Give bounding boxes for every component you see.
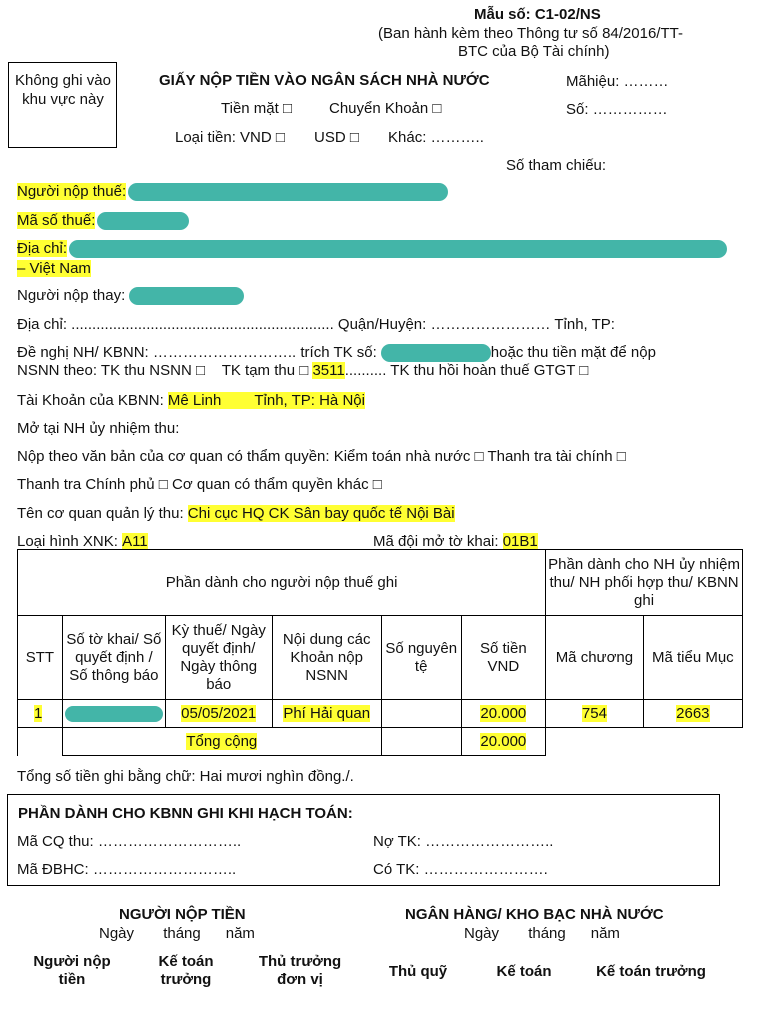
transfer-checkbox[interactable]: Chuyển Khoản □ xyxy=(329,100,442,117)
bank-request-suffix: hoặc thu tiền mặt để nộp xyxy=(490,344,656,361)
ma-cq-thu: Mã CQ thu: ……………………….. xyxy=(17,833,242,850)
bank-request-text: Đề nghị NH/ KBNN: ……………………….. trích TK số: xyxy=(17,344,377,361)
group-payer-header: Phần dành cho người nộp thuế ghi xyxy=(18,550,546,616)
form-code: Mẫu số: C1-02/NS xyxy=(474,6,601,23)
role-unit-head: Thủ trưởng đơn vị xyxy=(258,953,342,988)
table-row xyxy=(18,700,743,728)
cell-stt: 1 xyxy=(34,704,43,722)
payer-name-row xyxy=(17,183,448,201)
no-write-box xyxy=(8,62,117,148)
cell-date: 05/05/2021 xyxy=(181,704,257,722)
so-field: Số: …………… xyxy=(566,101,668,118)
header-declaration: Số tờ khai/ Số quyết định / Số thông báo xyxy=(62,616,165,700)
agency-label: Tên cơ quan quản lý thu: xyxy=(17,505,184,522)
role-payer: Người nộp tiền xyxy=(33,953,111,988)
no-tk: Nợ TK: …………………….. xyxy=(373,833,554,850)
redacted-account xyxy=(381,344,491,362)
redacted-tax-code xyxy=(97,212,189,230)
ma-dbhc: Mã ĐBHC: ……………………….. xyxy=(17,861,237,878)
redacted-proxy xyxy=(129,287,244,305)
tk-tam-thu: TK tạm thu □ xyxy=(221,362,309,379)
co-tk: Có TK: ……………………. xyxy=(373,861,548,878)
total-label: Tổng cộng xyxy=(186,732,258,750)
payer-signature-title: NGƯỜI NỘP TIỀN xyxy=(119,906,246,923)
address-label: Địa chỉ: xyxy=(17,240,68,257)
cell-sub: 2663 xyxy=(676,704,710,722)
header-chapter: Mã chương xyxy=(546,616,644,700)
header-vnd: Số tiền VND xyxy=(461,616,546,700)
tax-code-row xyxy=(17,212,189,230)
xnk-value: A11 xyxy=(122,533,148,550)
team-row xyxy=(373,533,538,550)
payer-name-label: Người nộp thuế: xyxy=(17,183,127,200)
team-value: 01B1 xyxy=(502,533,538,550)
authority-line: Nộp theo văn bản của cơ quan có thẩm quyền: Kiểm toán nhà nước □ Thanh tra tài chính □ xyxy=(17,448,626,465)
header-period: Kỳ thuế/ Ngày quyết định/ Ngày thông báo xyxy=(165,616,272,700)
kbnn-account-value: Mê Linh Tỉnh, TP: Hà Nội xyxy=(167,392,365,409)
reference-number: Số tham chiếu: xyxy=(506,157,607,174)
bank-signature-date: Ngày tháng năm xyxy=(464,925,620,942)
nsnn-row xyxy=(17,362,588,379)
cell-content: Phí Hải quan xyxy=(283,704,371,722)
bank-request-row xyxy=(17,344,656,362)
role-cashier: Thủ quỹ xyxy=(388,963,448,980)
kbnn-account-row xyxy=(17,392,365,409)
currency-other: Khác: ……….. xyxy=(388,129,484,146)
amount-in-words: Tổng số tiền ghi bằng chữ: Hai mươi nghìn đồng./. xyxy=(17,768,354,785)
total-row xyxy=(18,728,743,756)
agency-row xyxy=(17,505,455,522)
header-sub: Mã tiểu Mục xyxy=(643,616,742,700)
nsnn-prefix: NSNN theo: TK thu NSNN □ xyxy=(17,362,206,379)
nsnn-suffix: .......... TK thu hồi hoàn thuế GTGT □ xyxy=(344,362,589,379)
redacted-payer-name xyxy=(128,183,448,201)
payer-signature-date: Ngày tháng năm xyxy=(99,925,255,942)
kbnn-title: PHẦN DÀNH CHO KBNN GHI KHI HẠCH TOÁN: xyxy=(18,805,353,822)
cell-vnd: 20.000 xyxy=(480,704,527,722)
role-chief-accountant-right: Kế toán trưởng xyxy=(596,963,706,980)
form-title: GIẤY NỘP TIỀN VÀO NGÂN SÁCH NHÀ NƯỚC xyxy=(159,72,490,89)
cell-chapter: 754 xyxy=(581,704,607,722)
currency-usd[interactable]: USD □ xyxy=(314,129,359,146)
proxy-address: Địa chỉ: ............................................................... Quận/Huyện: …………………… Tỉnh, TP: xyxy=(17,316,615,333)
xnk-label: Loại hình XNK: xyxy=(17,533,118,550)
group-bank-header: Phần dành cho NH ủy nhiệm thu/ NH phối hợp thu/ KBNN ghi xyxy=(546,550,743,616)
tk-tam-thu-value: 3511 xyxy=(312,362,345,379)
currency-vnd[interactable]: Loại tiền: VND □ xyxy=(175,129,285,146)
role-chief-accountant-left: Kế toán trưởng xyxy=(158,953,214,988)
cash-checkbox[interactable]: Tiền mặt □ xyxy=(221,100,293,117)
authority-line-2: Thanh tra Chính phủ □ Cơ quan có thẩm quyền khác □ xyxy=(17,476,382,493)
redacted-declaration xyxy=(65,706,163,722)
xnk-row xyxy=(17,533,148,550)
header-stt: STT xyxy=(18,616,63,700)
issued-by-line2: BTC của Bộ Tài chính) xyxy=(458,43,610,60)
bank-signature-title: NGÂN HÀNG/ KHO BẠC NHÀ NƯỚC xyxy=(405,906,664,923)
issued-by-line1: (Ban hành kèm theo Thông tư số 84/2016/TT- xyxy=(378,25,683,42)
team-label: Mã đội mở tờ khai: xyxy=(373,533,499,550)
kbnn-account-label: Tài Khoản của KBNN: xyxy=(17,392,164,409)
address-suffix: – Việt Nam xyxy=(17,260,91,277)
address-row xyxy=(17,240,727,258)
role-accountant: Kế toán xyxy=(496,963,552,980)
header-foreign: Số nguyên tệ xyxy=(381,616,461,700)
authorized-bank: Mở tại NH ủy nhiệm thu: xyxy=(17,420,180,437)
agency-value: Chi cục HQ CK Sân bay quốc tế Nội Bài xyxy=(187,505,455,522)
cell-foreign xyxy=(381,700,461,728)
payment-table xyxy=(17,549,743,756)
proxy-row xyxy=(17,287,244,305)
proxy-label: Người nộp thay: xyxy=(17,287,126,304)
header-content: Nội dung các Khoản nộp NSNN xyxy=(272,616,381,700)
ma-hieu: Mãhiệu: ……… xyxy=(566,73,669,90)
no-write-text: Không ghi vào khu vực này xyxy=(15,72,111,108)
total-value: 20.000 xyxy=(480,732,527,750)
redacted-address xyxy=(69,240,727,258)
tax-code-label: Mã số thuế: xyxy=(17,212,96,229)
